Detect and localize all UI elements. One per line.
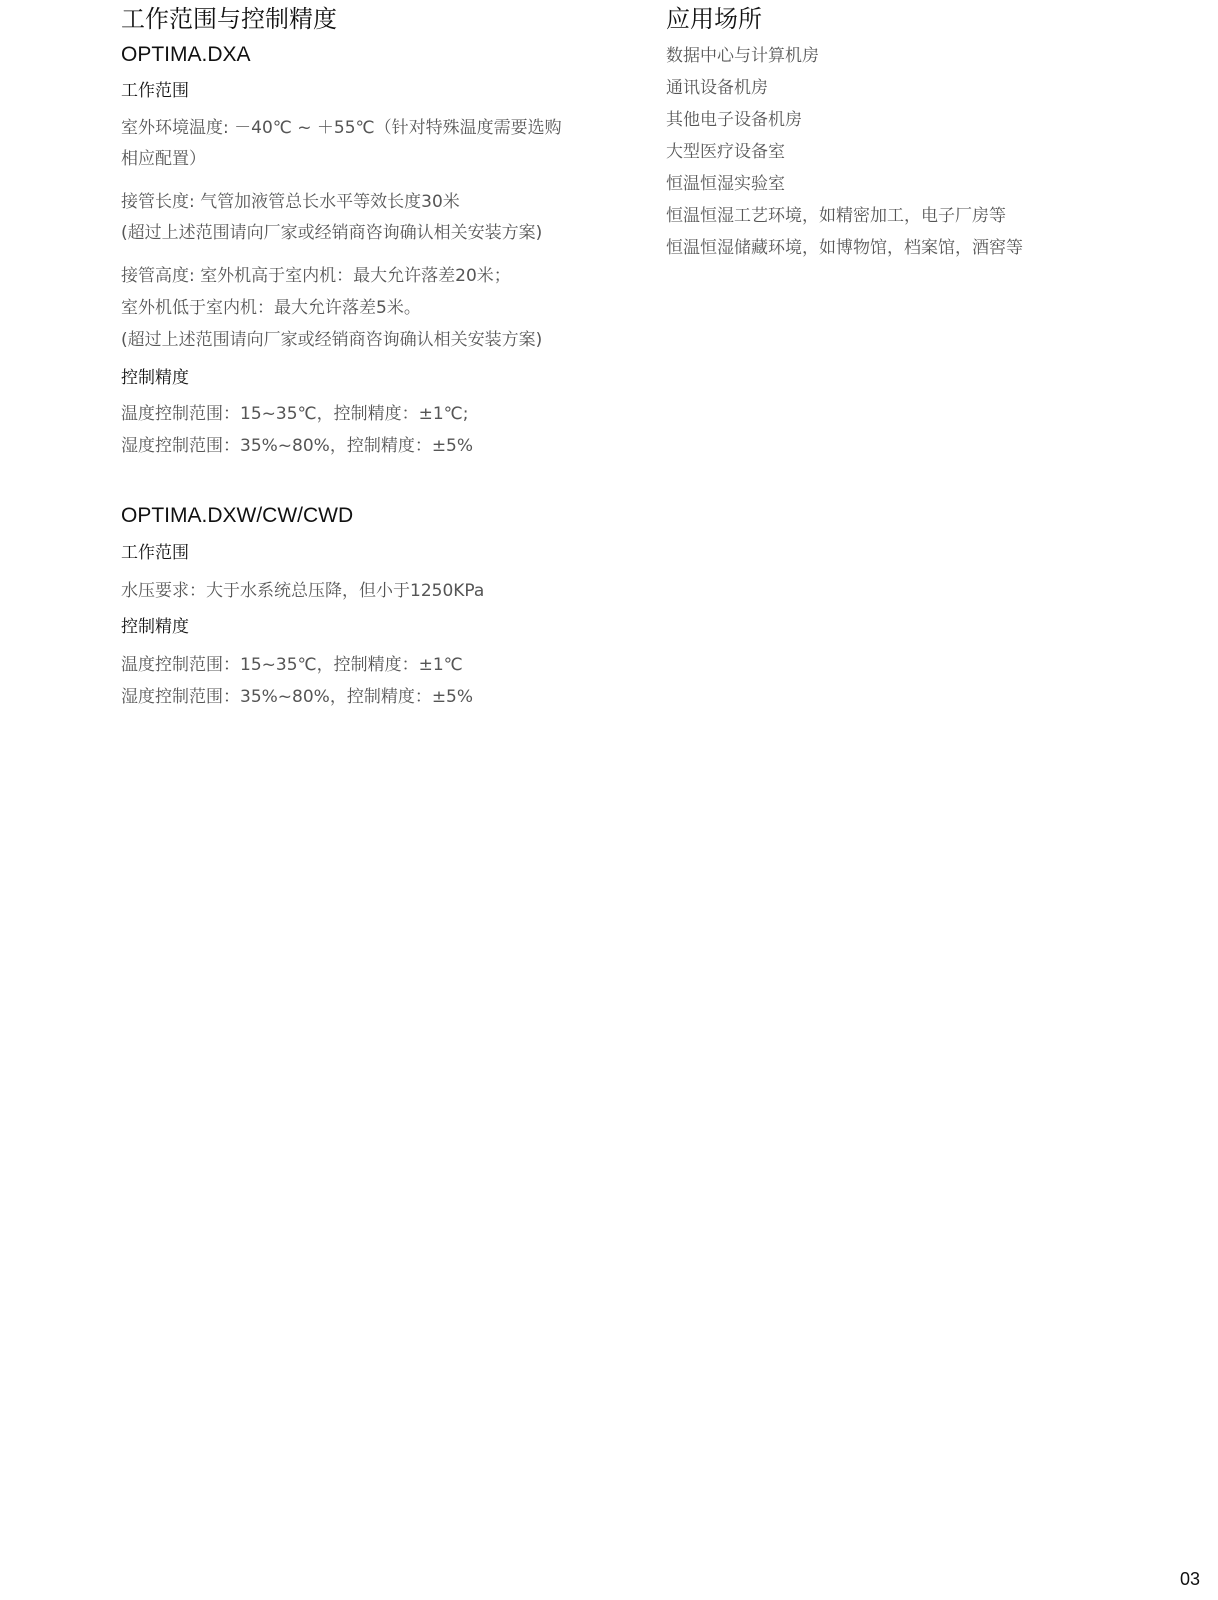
heading-working-range-dxa: 工作范围 (121, 81, 189, 101)
dxa-range-line: 室外机低于室内机：最大允许落差5米。 (121, 298, 421, 318)
page-number: 03 (1180, 1569, 1201, 1589)
section-title-working-range: 工作范围与控制精度 (121, 5, 337, 33)
model-title-dxw: OPTIMA.DXW/CW/CWD (121, 504, 354, 527)
list-item: 通讯设备机房 (666, 78, 768, 98)
heading-control-precision-dxa: 控制精度 (121, 368, 189, 388)
list-item: 数据中心与计算机房 (666, 46, 819, 66)
dxa-precision-line: 温度控制范围：15~35℃，控制精度：±1℃; (121, 404, 469, 424)
heading-control-precision-dxw: 控制精度 (121, 617, 189, 637)
heading-working-range-dxw: 工作范围 (121, 543, 189, 563)
dxa-range-line: 相应配置） (121, 149, 206, 169)
model-title-dxa: OPTIMA.DXA (121, 43, 251, 66)
list-item: 恒温恒湿储藏环境，如博物馆，档案馆，酒窖等 (666, 238, 1023, 258)
list-item: 其他电子设备机房 (666, 110, 802, 130)
list-item: 恒温恒湿实验室 (666, 174, 785, 194)
dxa-range-line: (超过上述范围请向厂家或经销商咨询确认相关安装方案) (121, 330, 543, 350)
dxa-range-line: (超过上述范围请向厂家或经销商咨询确认相关安装方案) (121, 223, 543, 243)
dxw-precision-line: 温度控制范围：15~35℃，控制精度：±1℃ (121, 655, 463, 675)
dxa-range-line: 接管高度: 室外机高于室内机：最大允许落差20米； (121, 266, 511, 286)
section-title-applications: 应用场所 (666, 5, 762, 33)
dxa-range-line: 接管长度: 气管加液管总长水平等效长度30米 (121, 192, 460, 212)
dxw-range-line: 水压要求：大于水系统总压降，但小于1250KPa (121, 581, 485, 601)
list-item: 恒温恒湿工艺环境，如精密加工，电子厂房等 (666, 206, 1006, 226)
dxa-precision-line: 湿度控制范围：35%~80%，控制精度：±5% (121, 436, 474, 456)
application-list (666, 40, 1023, 264)
dxw-precision-line: 湿度控制范围：35%~80%，控制精度：±5% (121, 687, 474, 707)
list-item: 大型医疗设备室 (666, 142, 785, 162)
dxa-range-line: 室外环境温度: －40℃ ~ ＋55℃（针对特殊温度需要选购 (121, 118, 562, 138)
